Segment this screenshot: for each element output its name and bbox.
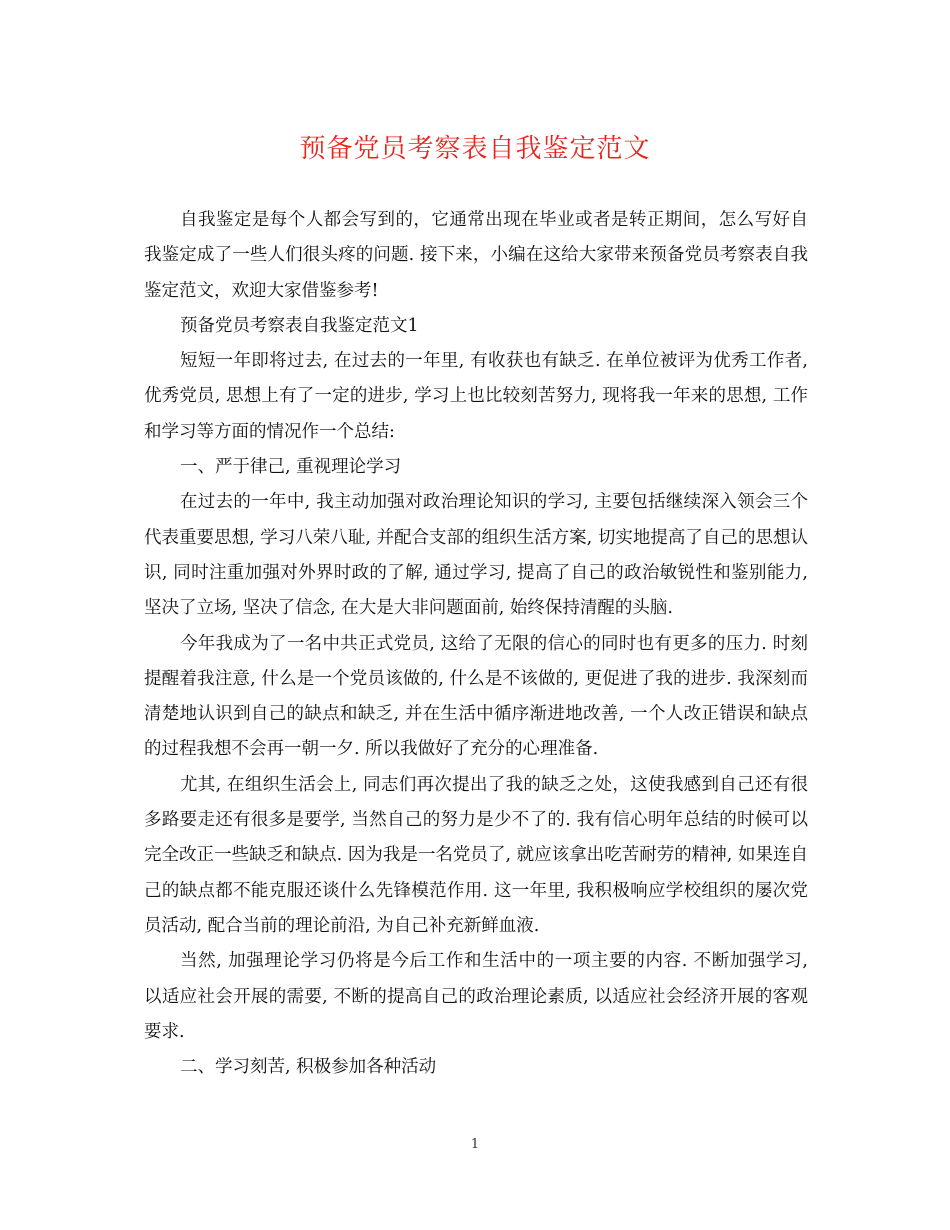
paragraph-organization-life: 尤其, 在组织生活会上, 同志们再次提出了我的缺乏之处，这使我感到自己还有很多路要走还有很多是要学, 当然自己的努力是少不了的. 我有信心明年总结的时候可以完全改正一些缺乏和缺点. 因为我是一名党员了, 就应该拿出吃苦耐劳的精神, 如果连自己的缺点都不能克服还谈什么先锋模范作用. 这一年里, 我积极响应学校组织的屡次党员活动, 配合当前的理论前沿, 为自己补充新鲜血液. — [144, 774, 808, 936]
paragraph-theory-study: 在过去的一年中, 我主动加强对政治理论知识的学习, 主要包括继续深入领会三个代表重要思想, 学习八荣八耻, 并配合支部的组织生活方案, 切实地提高了自己的思想认识, 同时注重加强对外界时政的了解, 通过学习, 提高了自己的政治敏锐性和鉴别能力, 坚决了立场, 坚决了信念, 在大是大非问题面前, 始终保持清醒的头脑. — [144, 492, 808, 619]
paragraph-summary: 短短一年即将过去, 在过去的一年里, 有收获也有缺乏. 在单位被评为优秀工作者, 优秀党员, 思想上有了一定的进步, 学习上也比较刻苦努力, 现将我一年来的思想, 工作和学习等方面的情况作一个总结: — [144, 351, 808, 442]
section-heading-2: 二、学习刻苦, 积极参加各种活动 — [180, 1057, 437, 1078]
document-title: 预备党员考察表自我鉴定范文 — [299, 134, 651, 164]
paragraph-intro: 自我鉴定是每个人都会写到的，它通常出现在毕业或者是转正期间，怎么写好自我鉴定成了一些人们很头疼的问题. 接下来，小编在这给大家带来预备党员考察表自我鉴定范文，欢迎大家借鉴参考! — [144, 210, 808, 301]
document-body — [144, 203, 808, 1085]
page-number: 1 — [470, 1137, 480, 1152]
paragraph-party-member: 今年我成为了一名中共正式党员, 这给了无限的信心的同时也有更多的压力. 时刻提醒着我注意, 什么是一个党员该做的, 什么是不该做的, 更促进了我的进步. 我深刻而清楚地认识到自己的缺点和缺乏, 并在生活中循序渐进地改善, 一个人改正错误和缺点的过程我想不会再一朝一夕. 所以我做好了充分的心理准备. — [144, 633, 808, 760]
paragraph-subtitle: 预备党员考察表自我鉴定范文1 — [180, 315, 419, 336]
paragraph-continued-study: 当然, 加强理论学习仍将是今后工作和生活中的一项主要的内容. 不断加强学习, 以适应社会开展的需要, 不断的提高自己的政治理论素质, 以适应社会经济开展的客观要求. — [144, 951, 808, 1042]
section-heading-1: 一、严于律己, 重视理论学习 — [180, 457, 402, 478]
